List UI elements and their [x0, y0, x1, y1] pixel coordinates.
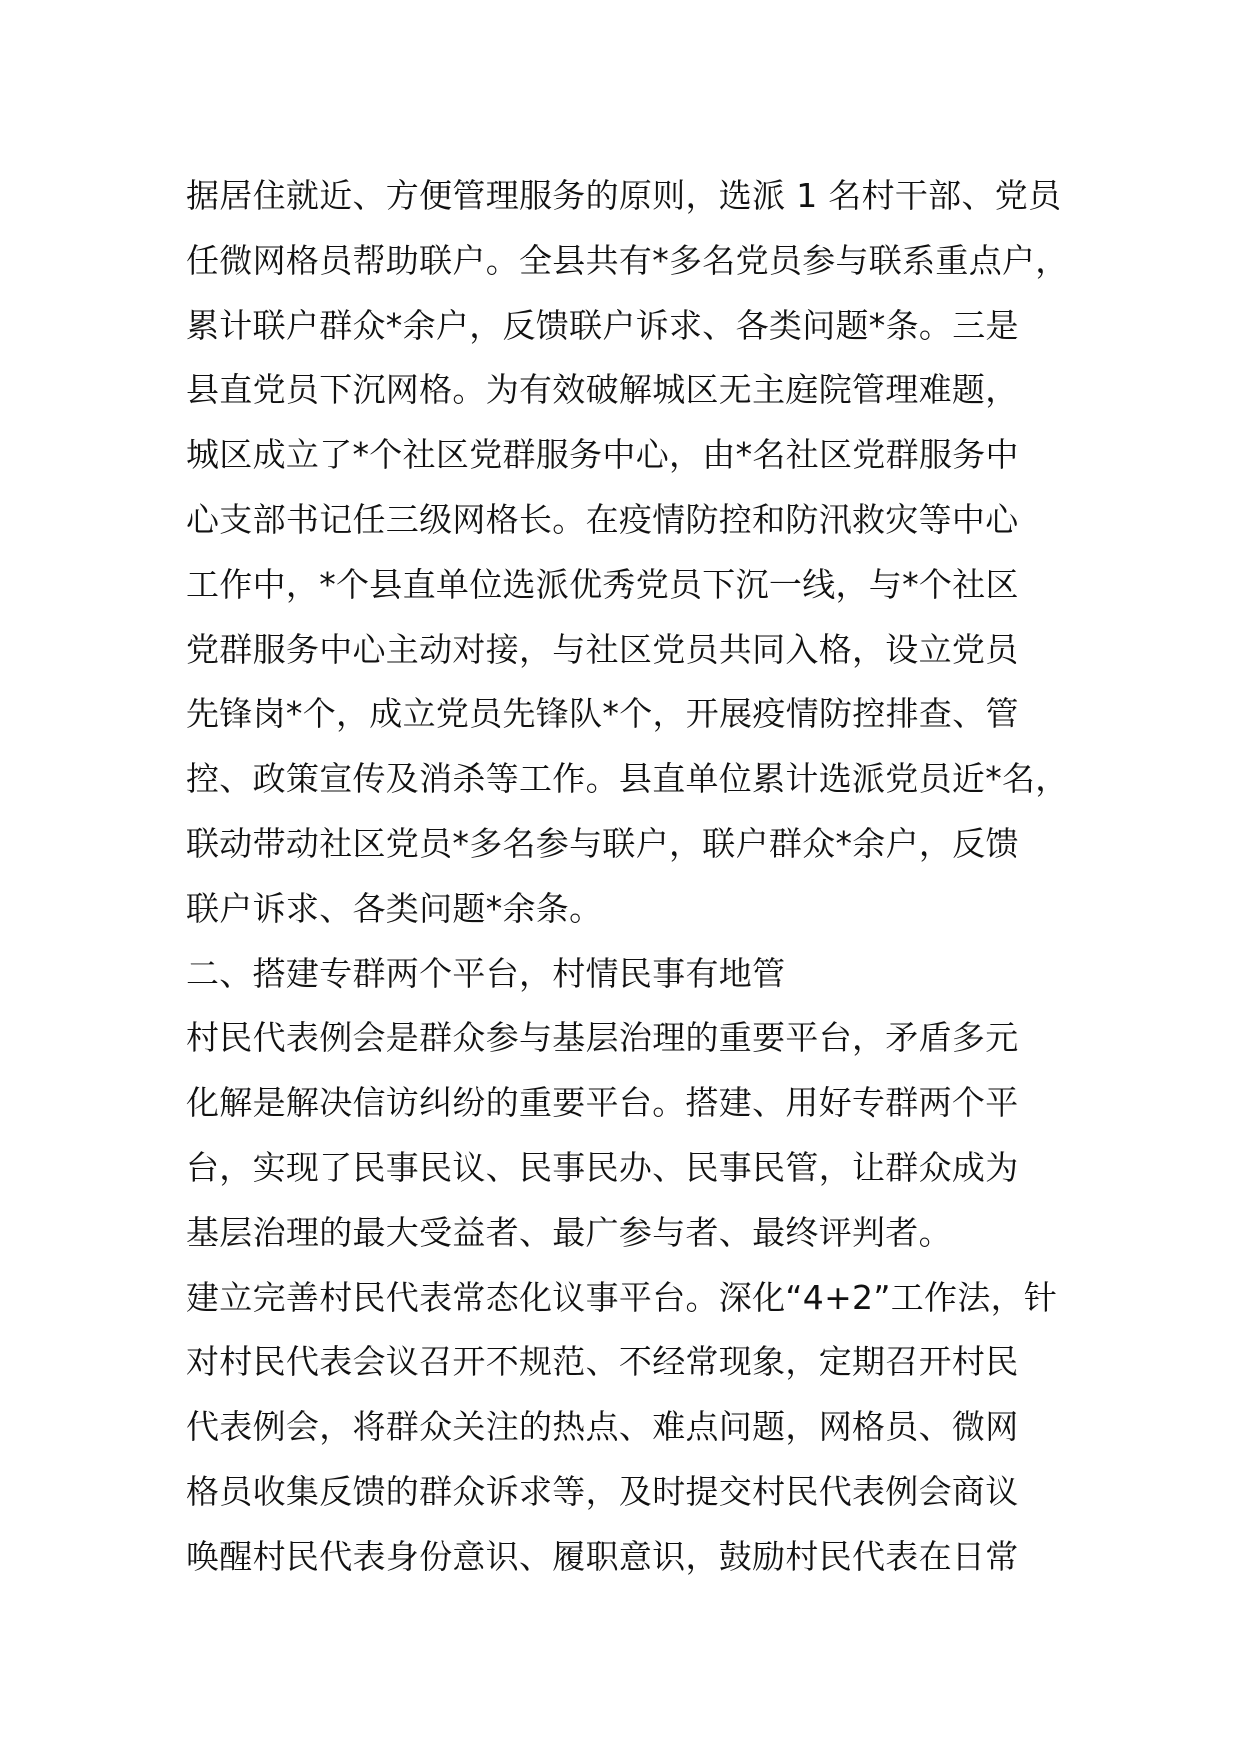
text-line: 基层治理的最大受益者、最广参与者、最终评判者。	[186, 1212, 952, 1252]
text-line: 城区成立了*个社区党群服务中心，由*名社区党群服务中	[186, 435, 1019, 475]
document-body	[186, 164, 1086, 1590]
text-line: 党群服务中心主动对接，与社区党员共同入格，设立党员	[186, 629, 1019, 669]
text-line: 任微网格员帮助联户。全县共有*多名党员参与联系重点户，	[186, 240, 1069, 280]
text-line: 县直党员下沉网格。为有效破解城区无主庭院管理难题，	[186, 370, 1019, 410]
text-line: 控、政策宣传及消杀等工作。县直单位累计选派党员近*名，	[186, 759, 1069, 799]
section-heading: 二、搭建专群两个平台，村情民事有地管	[186, 953, 786, 993]
text-line: 心支部书记任三级网格长。在疫情防控和防汛救灾等中心	[186, 499, 1019, 539]
text-line: 台，实现了民事民议、民事民办、民事民管，让群众成为	[186, 1147, 1019, 1187]
text-line: 代表例会，将群众关注的热点、难点问题，网格员、微网	[186, 1407, 1019, 1447]
text-line: 联动带动社区党员*多名参与联户，联户群众*余户，反馈	[186, 823, 1019, 863]
text-line: 格员收集反馈的群众诉求等，及时提交村民代表例会商议	[186, 1471, 1019, 1511]
text-line: 先锋岗*个，成立党员先锋队*个，开展疫情防控排查、管	[186, 694, 1019, 734]
text-line: 联户诉求、各类问题*余条。	[186, 888, 603, 928]
text-line: 化解是解决信访纠纷的重要平台。搭建、用好专群两个平	[186, 1083, 1019, 1123]
text-line: 据居住就近、方便管理服务的原则，选派 1 名村干部、党员	[186, 176, 1062, 215]
text-line: 唤醒村民代表身份意识、履职意识，鼓励村民代表在日常	[186, 1536, 1019, 1576]
text-line: 对村民代表会议召开不规范、不经常现象，定期召开村民	[186, 1342, 1019, 1382]
text-line: 累计联户群众*余户，反馈联户诉求、各类问题*条。三是	[186, 305, 1019, 345]
text-line: 村民代表例会是群众参与基层治理的重要平台，矛盾多元	[186, 1018, 1019, 1058]
text-line: 工作中，*个县直单位选派优秀党员下沉一线，与*个社区	[186, 564, 1019, 604]
text-line: 建立完善村民代表常态化议事平台。深化“4+2”工作法，针	[186, 1277, 1058, 1317]
